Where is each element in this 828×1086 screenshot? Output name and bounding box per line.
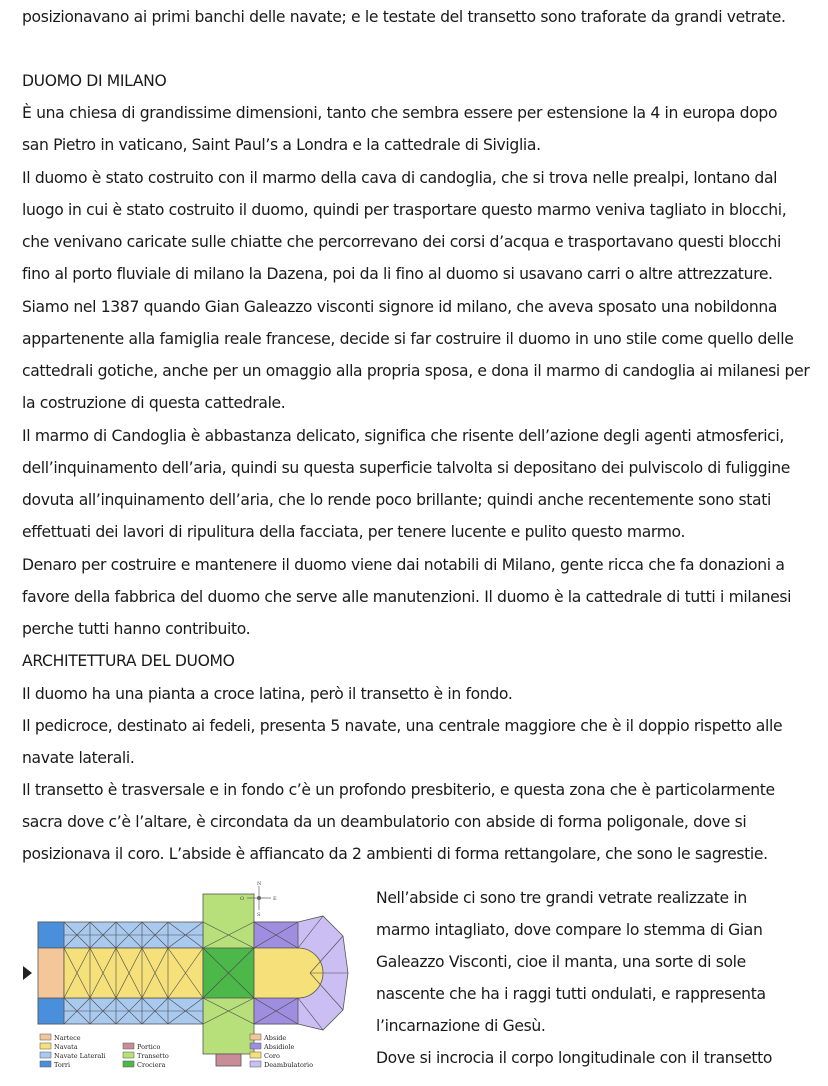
legend-label: Absidiole	[264, 1043, 295, 1051]
legend-swatch	[123, 1061, 134, 1067]
compass-south-label: S	[257, 912, 261, 918]
compass-east-label: E	[273, 896, 277, 902]
entrance-arrow-icon	[23, 966, 32, 980]
legend-label: Navate Laterali	[54, 1052, 106, 1060]
text-line: Il transetto è trasversale e in fondo c’è un profondo presbiterio, e questa zona che è particolarmente	[22, 781, 775, 799]
text-line: perche tutti hanno contribuito.	[22, 620, 251, 638]
legend-label: Nartece	[54, 1034, 81, 1042]
legend-label: Crociera	[137, 1061, 166, 1069]
text-line: posizionavano ai primi banchi delle navate; e le testate del transetto sono traforate da grandi vetrate.	[22, 8, 786, 26]
side-text-line: marmo intagliato, dove compare lo stemma di Gian	[376, 921, 763, 939]
text-line: dell’inquinamento dell’aria, quindi su questa superficie talvolta si depositano dei pulviscolo di fuliggine	[22, 459, 790, 477]
plan-legend	[40, 1034, 313, 1069]
text-line: luogo in cui è stato costruito il duomo, quindi per trasportare questo marmo veniva tagliato in blocchi,	[22, 201, 787, 219]
plan-tower-top	[38, 922, 64, 948]
text-line: posizionava il coro. L’abside è affiancato da 2 ambienti di forma rettangolare, che sono le sagrestie.	[22, 845, 768, 863]
side-text-line: Dove si incrocia il corpo longitudinale con il transetto	[376, 1049, 773, 1067]
text-line: che venivano caricate sulle chiatte che percorrevano dei corsi d’acqua e trasportavano questi blocchi	[22, 233, 781, 251]
legend-swatch	[250, 1043, 261, 1049]
legend-label: Transetto	[137, 1052, 169, 1060]
legend-swatch	[40, 1043, 51, 1049]
legend-label: Navata	[54, 1043, 78, 1051]
text-line: Il marmo di Candoglia è abbastanza delicato, significa che risente dell’azione degli agenti atmosferici,	[22, 427, 784, 445]
legend-swatch	[250, 1034, 261, 1040]
plan-narthex	[38, 948, 64, 998]
legend-swatch	[40, 1052, 51, 1058]
text-line: fino al porto fluviale di milano la Dazena, poi da li fino al duomo si usavano carri o altre attrezzature.	[22, 265, 773, 283]
plan-tower-bottom	[38, 998, 64, 1024]
text-line: Il pedicroce, destinato ai fedeli, presenta 5 navate, una centrale maggiore che è il doppio rispetto alle	[22, 717, 783, 735]
legend-swatch	[123, 1052, 134, 1058]
text-line: Il duomo è stato costruito con il marmo della cava di candoglia, che si trova nelle prealpi, lontano dal	[22, 169, 778, 187]
text-line: Denaro per costruire e mantenere il duomo viene dai notabili di Milano, gente ricca che fa donazioni a	[22, 556, 785, 574]
text-line: Siamo nel 1387 quando Gian Galeazzo visconti signore id milano, che aveva sposato una nobildonna	[22, 298, 778, 316]
side-text-line: l’incarnazione di Gesù.	[376, 1017, 546, 1035]
legend-swatch	[250, 1061, 261, 1067]
text-line: la costruzione di questa cattedrale.	[22, 394, 286, 412]
legend-swatch	[250, 1052, 261, 1058]
legend-label: Torri	[54, 1061, 71, 1069]
plan-portico	[216, 1054, 241, 1066]
compass-north-label: N	[257, 881, 262, 887]
legend-swatch	[123, 1043, 134, 1049]
plan-nave	[64, 948, 203, 998]
text-line: ARCHITETTURA DEL DUOMO	[22, 652, 235, 670]
text-line: sacra dove c’è l’altare, è circondata da un deambulatorio con abside di forma poligonale, dove si	[22, 813, 747, 831]
side-text-line: Galeazzo Visconti, cioe il manta, una sorte di sole	[376, 953, 746, 971]
text-line: dovuta all’inquinamento dell’aria, che lo rende poco brillante; quindi anche recentemente sono stati	[22, 491, 771, 509]
legend-label: Deambulatorio	[264, 1061, 314, 1069]
legend-swatch	[40, 1034, 51, 1040]
text-line: Il duomo ha una pianta a croce latina, però il transetto è in fondo.	[22, 685, 513, 703]
legend-label: Portico	[137, 1043, 161, 1051]
text-line: favore della fabbrica del duomo che serve alle manutenzioni. Il duomo è la cattedrale di tutti i milanesi	[22, 588, 792, 606]
text-line: san Pietro in vaticano, Saint Paul’s a Londra e la cattedrale di Siviglia.	[22, 136, 541, 154]
compass-west-label: O	[240, 896, 245, 902]
text-line: navate laterali.	[22, 749, 135, 767]
legend-label: Abside	[264, 1034, 287, 1042]
legend-swatch	[40, 1061, 51, 1067]
text-line: effettuati dei lavori di ripulitura della facciata, per tenere lucente e pulito questo marmo.	[22, 523, 686, 541]
side-text-line: Nell’abside ci sono tre grandi vetrate realizzate in	[376, 889, 747, 907]
text-line: È una chiesa di grandissime dimensioni, tanto che sembra essere per estensione la 4 in europa dopo	[22, 104, 778, 122]
text-line: cattedrali gotiche, anche per un omaggio alla propria sposa, e dona il marmo di candoglia ai milanesi per	[22, 362, 810, 380]
legend-label: Coro	[264, 1052, 280, 1060]
cathedral-floor-plan	[18, 881, 358, 1082]
side-text-line: nascente che ha i raggi tutti ondulati, e rappresenta	[376, 985, 766, 1003]
text-line: appartenente alla famiglia reale francese, decide si far costruire il duomo in uno stile come quello delle	[22, 330, 794, 348]
text-line: DUOMO DI MILANO	[22, 72, 167, 90]
